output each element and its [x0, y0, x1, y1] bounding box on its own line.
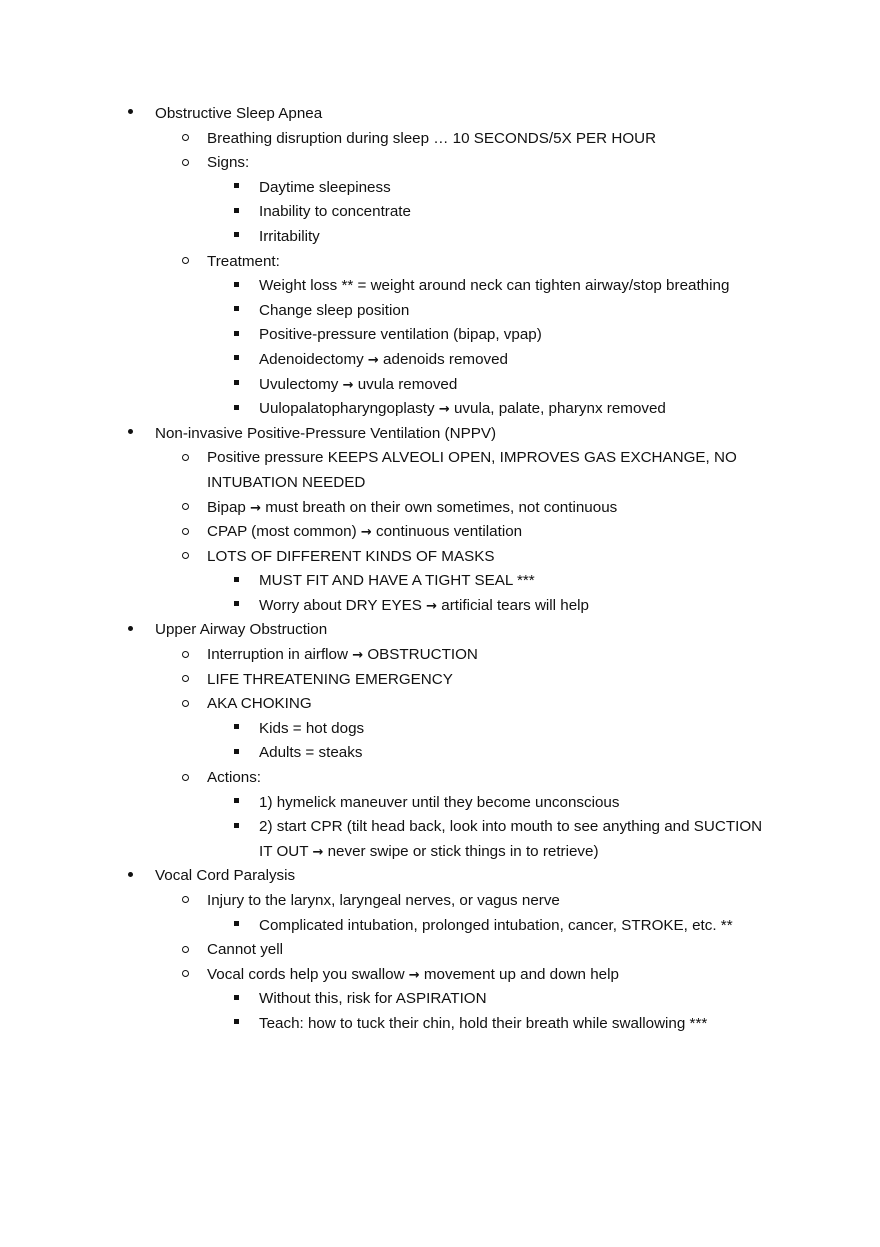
bullet-square-icon [234, 569, 248, 594]
list-item [0, 791, 880, 816]
list-item [0, 815, 880, 840]
list-item [0, 594, 880, 619]
list-item-text: Treatment: [207, 252, 280, 270]
list-item [0, 938, 880, 963]
list-item [0, 864, 880, 889]
bullet-circle-icon [182, 520, 196, 545]
bullet-disc-icon [128, 102, 142, 127]
list-item-text: Change sleep position [259, 301, 410, 319]
bullet-square-icon [234, 1012, 248, 1037]
bullet-circle-icon [182, 151, 196, 176]
list-item-text: Irritability [259, 227, 320, 245]
bullet-square-icon [234, 717, 248, 742]
list-item [0, 348, 880, 373]
list-item-text: Vocal cords help you swallow → movement up and down help [207, 965, 619, 983]
list-item-text: Cannot yell [207, 941, 283, 959]
list-item-text: Inability to concentrate [259, 203, 411, 221]
list-item-text: Uulopalatopharyngoplasty → uvula, palate, pharynx removed [259, 400, 666, 418]
list-item-text: Actions: [207, 769, 262, 787]
document-body [0, 102, 880, 1037]
list-item [0, 545, 880, 570]
bullet-square-icon [234, 373, 248, 398]
list-item-text: 1) hymelick maneuver until they become unconscious [259, 793, 620, 811]
bullet-circle-icon [182, 963, 196, 988]
bullet-disc-icon [128, 422, 142, 447]
list-item [0, 914, 880, 939]
list-item [0, 741, 880, 766]
list-item-text: 2) start CPR (tilt head back, look into mouth to see anything and SUCTION [259, 818, 763, 836]
bullet-square-icon [234, 299, 248, 324]
bullet-square-icon [234, 176, 248, 201]
list-item [0, 618, 880, 643]
list-item [0, 225, 880, 250]
bullet-circle-icon [182, 446, 196, 471]
bullet-square-icon [234, 323, 248, 348]
list-item-text: Obstructive Sleep Apnea [155, 105, 323, 122]
bullet-square-icon [234, 815, 248, 840]
bullet-disc-icon [128, 618, 142, 643]
list-item [0, 569, 880, 594]
bullet-square-icon [234, 987, 248, 1012]
bullet-circle-icon [182, 766, 196, 791]
list-item-text: Adults = steaks [259, 744, 363, 762]
bullet-square-icon [234, 791, 248, 816]
list-item-text: Adenoidectomy → adenoids removed [259, 350, 509, 368]
list-item-text: CPAP (most common) → continuous ventilation [207, 523, 523, 541]
bullet-square-icon [234, 594, 248, 619]
list-item [0, 373, 880, 398]
list-item-text: Positive-pressure ventilation (bipap, vpap) [259, 326, 542, 344]
bullet-circle-icon [182, 127, 196, 152]
bullet-circle-icon [182, 250, 196, 275]
bullet-square-icon [234, 274, 248, 299]
list-item [0, 987, 880, 1012]
bullet-circle-icon [182, 889, 196, 914]
list-item [0, 176, 880, 201]
list-item-text: Breathing disruption during sleep … 10 SECONDS/5X PER HOUR [207, 129, 657, 147]
list-item [0, 422, 880, 447]
bullet-square-icon [234, 397, 248, 422]
list-item-text: Bipap → must breath on their own sometimes, not continuous [207, 498, 618, 516]
list-item-text: Worry about DRY EYES → artificial tears will help [259, 596, 589, 614]
list-item [0, 397, 880, 422]
list-item-text: LIFE THREATENING EMERGENCY [207, 670, 453, 688]
list-item [0, 963, 880, 988]
list-item [0, 520, 880, 545]
list-item [0, 471, 880, 496]
bullet-circle-icon [182, 692, 196, 717]
list-item-text: LOTS OF DIFFERENT KINDS OF MASKS [207, 547, 495, 565]
list-item-text: Uvulectomy → uvula removed [259, 375, 458, 393]
list-item-text: Interruption in airflow → OBSTRUCTION [207, 646, 478, 664]
bullet-circle-icon [182, 938, 196, 963]
bullet-square-icon [234, 200, 248, 225]
list-item [0, 323, 880, 348]
list-item-text: Weight loss ** = weight around neck can tighten airway/stop breathing [259, 277, 730, 295]
list-item [0, 274, 880, 299]
list-item [0, 250, 880, 275]
list-item [0, 127, 880, 152]
list-item-text: Kids = hot dogs [259, 719, 365, 737]
list-item-text: Non-invasive Positive-Pressure Ventilation (NPPV) [155, 424, 497, 442]
list-item [0, 889, 880, 914]
list-item-text: Complicated intubation, prolonged intubation, cancer, STROKE, etc. ** [259, 916, 733, 934]
list-item-text: Upper Airway Obstruction [155, 621, 328, 639]
list-item [0, 446, 880, 471]
list-item-text: Signs: [207, 154, 250, 172]
list-item [0, 1012, 880, 1037]
list-item-text: Without this, risk for ASPIRATION [259, 990, 487, 1008]
list-item [0, 496, 880, 521]
bullet-square-icon [234, 225, 248, 250]
bullet-circle-icon [182, 668, 196, 693]
list-item [0, 840, 880, 865]
bullet-square-icon [234, 914, 248, 939]
bullet-circle-icon [182, 496, 196, 521]
list-item-text: Positive pressure KEEPS ALVEOLI OPEN, IMPROVES GAS EXCHANGE, NO [207, 449, 737, 467]
list-item-text: Daytime sleepiness [259, 178, 391, 196]
bullet-circle-icon [182, 545, 196, 570]
bullet-square-icon [234, 741, 248, 766]
bullet-square-icon [234, 348, 248, 373]
list-item [0, 299, 880, 324]
list-item [0, 668, 880, 693]
list-item [0, 643, 880, 668]
bullet-disc-icon [128, 864, 142, 889]
list-item [0, 692, 880, 717]
list-item-text: MUST FIT AND HAVE A TIGHT SEAL *** [259, 572, 535, 590]
list-item-text: Injury to the larynx, laryngeal nerves, or vagus nerve [207, 892, 560, 909]
list-item [0, 766, 880, 791]
list-item [0, 717, 880, 742]
bullet-circle-icon [182, 643, 196, 668]
list-item [0, 200, 880, 225]
list-item [0, 102, 880, 127]
list-item-text: Vocal Cord Paralysis [155, 867, 296, 885]
list-item-text: Teach: how to tuck their chin, hold their breath while swallowing *** [259, 1014, 708, 1032]
list-item-text: IT OUT → never swipe or stick things in to retrieve) [259, 842, 599, 860]
list-item-text: AKA CHOKING [207, 695, 312, 713]
list-item-text: INTUBATION NEEDED [207, 473, 366, 491]
list-item [0, 151, 880, 176]
